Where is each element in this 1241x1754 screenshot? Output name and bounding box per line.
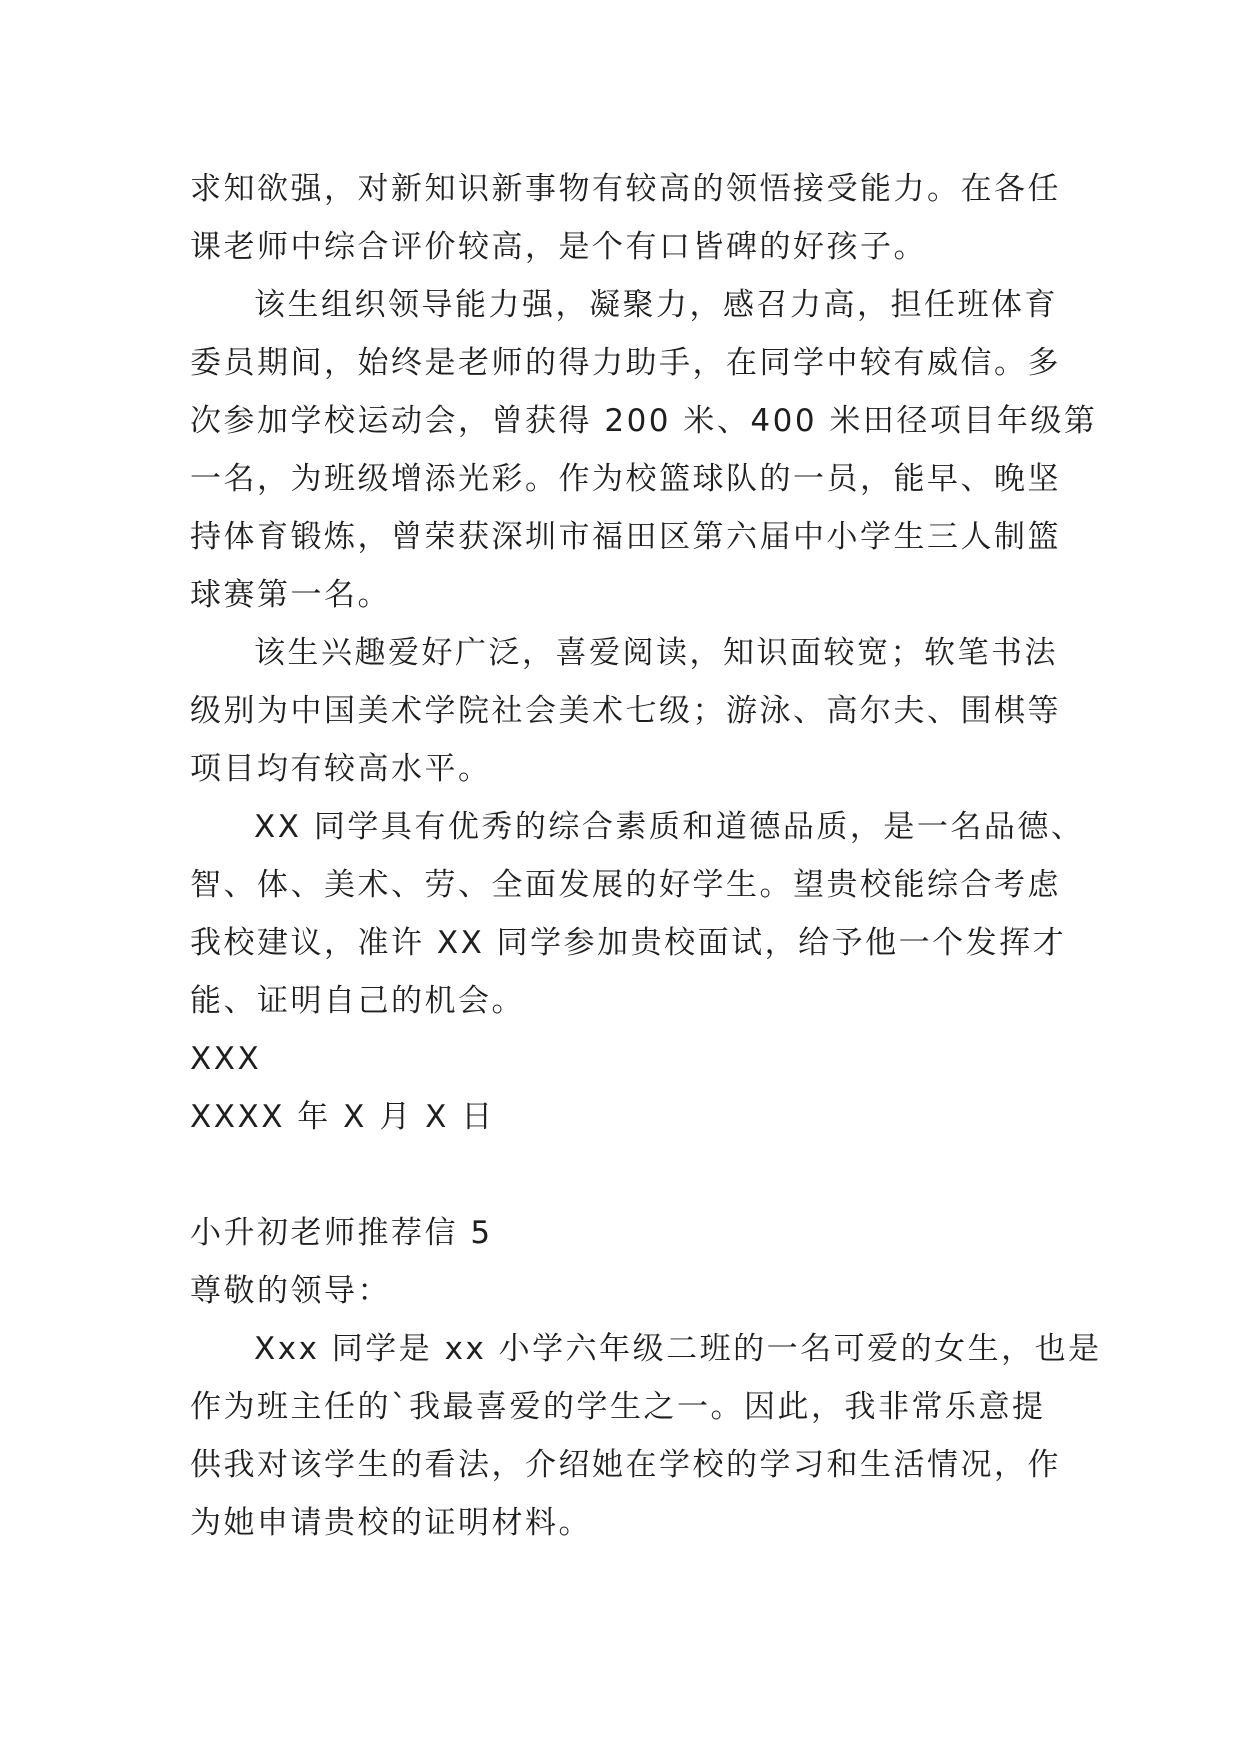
paragraph-line: 项目均有较高水平。 — [190, 751, 492, 787]
paragraph-line: 求知欲强，对新知识新事物有较高的领悟接受能力。在各任 — [190, 171, 1061, 207]
paragraph-line: 我校建议，准许 XX 同学参加贵校面试，给予他一个发挥才 — [190, 925, 1067, 961]
signature-name: XXX — [190, 1041, 262, 1077]
paragraph-line: 该生组织领导能力强，凝聚力，感召力高，担任班体育 — [254, 287, 1058, 323]
paragraph-line: 该生兴趣爱好广泛，喜爱阅读，知识面较宽；软笔书法 — [254, 635, 1058, 671]
paragraph-line: 供我对该学生的看法，介绍她在学校的学习和生活情况，作 — [190, 1447, 1061, 1483]
paragraph-line: 能、证明自己的机会。 — [190, 983, 525, 1019]
signature-date: XXXX 年 X 月 X 日 — [190, 1099, 495, 1135]
paragraph-line: 持体育锻炼，曾荣获深圳市福田区第六届中小学生三人制篮 — [190, 519, 1061, 555]
paragraph-line: 一名，为班级增添光彩。作为校篮球队的一员，能早、晚坚 — [190, 461, 1061, 497]
paragraph-line: 级别为中国美术学院社会美术七级；游泳、高尔夫、围棋等 — [190, 693, 1061, 729]
paragraph-line: 球赛第一名。 — [190, 577, 391, 613]
document-body — [190, 160, 1102, 1552]
paragraph-line: XX 同学具有优秀的综合素质和道德品质，是一名品德、 — [254, 809, 1085, 845]
paragraph-line: 作为班主任的`我最喜爱的学生之一。因此，我非常乐意提 — [190, 1389, 1046, 1425]
section-gap — [190, 1146, 1060, 1204]
paragraph-line: 委员期间，始终是老师的得力助手，在同学中较有威信。多 — [190, 345, 1061, 381]
paragraph-line: Xxx 同学是 xx 小学六年级二班的一名可爱的女生，也是 — [254, 1331, 1102, 1367]
section-title: 小升初老师推荐信 5 — [190, 1215, 493, 1251]
paragraph-line: 次参加学校运动会，曾获得 200 米、400 米田径项目年级第 — [190, 403, 1098, 439]
paragraph-line: 课老师中综合评价较高，是个有口皆碑的好孩子。 — [190, 229, 927, 265]
paragraph-line: 为她申请贵校的证明材料。 — [190, 1505, 592, 1541]
salutation: 尊敬的领导： — [190, 1273, 391, 1309]
paragraph-line: 智、体、美术、劳、全面发展的好学生。望贵校能综合考虑 — [190, 867, 1061, 903]
